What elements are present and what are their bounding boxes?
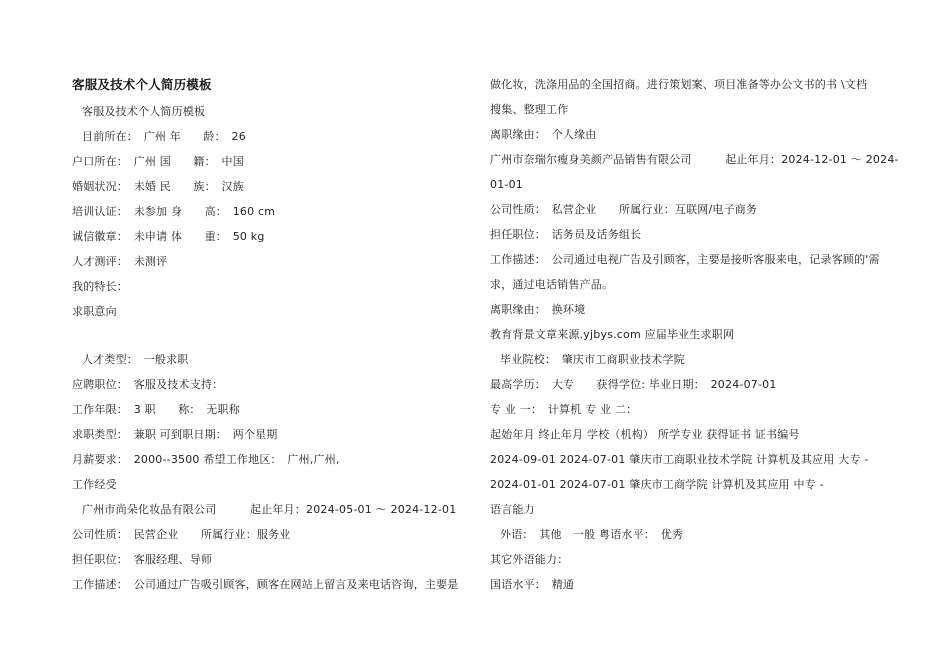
text-line: 担任职位： 客服经理、导师: [72, 553, 213, 566]
section-heading: 求职意向: [72, 305, 117, 318]
subtitle-line: 客服及技术个人简历模板: [82, 105, 206, 118]
text-line: 婚姻状况： 未婚 民 族： 汉族: [72, 180, 244, 193]
text-line: 最高学历： 大专 获得学位: 毕业日期： 2024-07-01: [490, 378, 777, 391]
table-header-line: 起始年月 终止年月 学校（机构） 所学专业 获得证书 证书编号: [490, 428, 800, 441]
text-line: 工作描述： 公司通过广告吸引顾客，顾客在网站上留言及来电话咨询，主要是: [72, 578, 459, 591]
text-line: 毕业院校： 肇庆市工商职业技术学院: [500, 353, 685, 366]
text-line: 国语水平： 精通: [490, 578, 575, 591]
table-row: 2024-09-01 2024-07-01 肇庆市工商职业技术学院 计算机及其应用 大专 -: [490, 453, 869, 466]
text-line: 月薪要求： 2000--3500 希望工作地区： 广州,广州,: [72, 453, 340, 466]
section-heading: 工作经受: [72, 478, 117, 491]
text-line: 人才类型： 一般求职: [82, 353, 189, 366]
text-line: 户口所在： 广州 国 籍： 中国: [72, 155, 244, 168]
text-line: 专 业 一： 计算机 专 业 二：: [490, 403, 638, 416]
text-line: 做化妆，洗涤用品的全国招商。进行策划案、项目准备等办公文书的书 \文档: [490, 78, 868, 91]
text-line: 搜集、整理工作: [490, 103, 569, 116]
text-line: 目前所在： 广州 年 龄： 26: [82, 130, 246, 143]
text-line: 培训认证： 未参加 身 高： 160 cm: [72, 205, 276, 218]
text-line: 诚信徽章： 未申请 体 重： 50 kg: [72, 230, 265, 243]
text-line: 其它外语能力：: [490, 553, 569, 566]
text-line: 外语： 其他 一般 粤语水平： 优秀: [500, 528, 684, 541]
text-line: 广州市奈瑞尔瘦身美颜产品销售有限公司 起止年月：2024-12-01 ～ 2024-: [490, 153, 899, 166]
text-line: 工作描述： 公司通过电视广告及引顾客，主要是接听客服来电，记录客顾的'需: [490, 253, 880, 266]
text-line: 我的特长：: [72, 280, 128, 293]
section-heading: 教育背景文章来源.yjbys.com 应届毕业生求职网: [490, 328, 735, 341]
text-line: 01-01: [490, 178, 523, 191]
section-heading: 语言能力: [490, 503, 535, 516]
text-line: 广州市尚朵化妆品有限公司 起止年月：2024-05-01 ～ 2024-12-01: [82, 503, 457, 516]
text-line: 担任职位： 话务员及话务组长: [490, 228, 642, 241]
table-row: 2024-01-01 2024-07-01 肇庆市工商学院 计算机及其应用 中专 -: [490, 478, 824, 491]
text-line: 公司性质： 民营企业 所属行业：服务业: [72, 528, 291, 541]
text-line: 人才测评： 未测评: [72, 255, 168, 268]
text-line: 求，通过电话销售产品。: [490, 278, 614, 291]
text-line: 公司性质： 私营企业 所属行业：互联网/电子商务: [490, 203, 758, 216]
text-line: 工作年限： 3 职 称： 无职称: [72, 403, 240, 416]
text-line: 离职缘由： 换环境: [490, 303, 586, 316]
text-line: 应聘职位： 客服及技术支持：: [72, 378, 224, 391]
document-title: 客服及技术个人简历模板: [72, 77, 212, 92]
text-line: 求职类型： 兼职 可到职日期： 两个星期: [72, 428, 278, 441]
text-line: 离职缘由： 个人缘由: [490, 128, 597, 141]
